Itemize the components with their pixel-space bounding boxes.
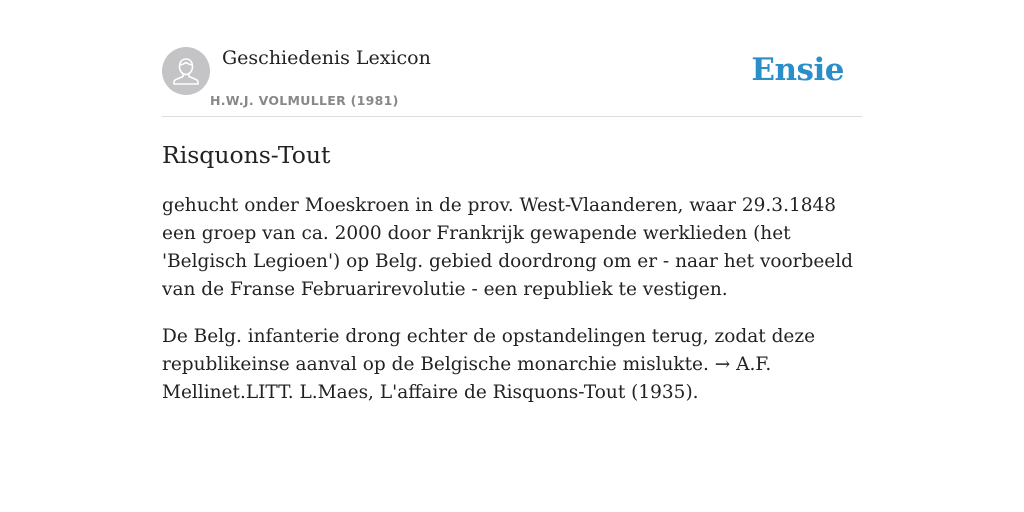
entry-content bbox=[162, 192, 862, 426]
source-header bbox=[162, 46, 862, 117]
source-title[interactable]: Geschiedenis Lexicon bbox=[222, 47, 431, 69]
user-icon bbox=[162, 47, 210, 95]
ensie-logo[interactable]: Ensie bbox=[751, 52, 844, 88]
source-avatar[interactable] bbox=[162, 47, 210, 95]
entry-paragraph: De Belg. infanterie drong echter de opstandelingen terug, zodat deze republikeinse aanval op de Belgische monarchie mislukte. → A.F. Mellinet.LITT. L.Maes, L'affaire de Risquons-Tout (1935). bbox=[162, 326, 816, 403]
author-byline[interactable]: H.W.J. VOLMULLER (1981) bbox=[210, 93, 399, 108]
entry-paragraph: gehucht onder Moeskroen in de prov. West-Vlaanderen, waar 29.3.1848 een groep van ca. 2000 door Frankrijk gewapende werklieden (het 'Belgisch Legioen') op Belg. gebied doordrong om er - naar het voorbeeld van de Franse Februarirevolutie - een republiek te vestigen. bbox=[162, 195, 854, 300]
entry-title: Risquons-Tout bbox=[162, 141, 331, 169]
